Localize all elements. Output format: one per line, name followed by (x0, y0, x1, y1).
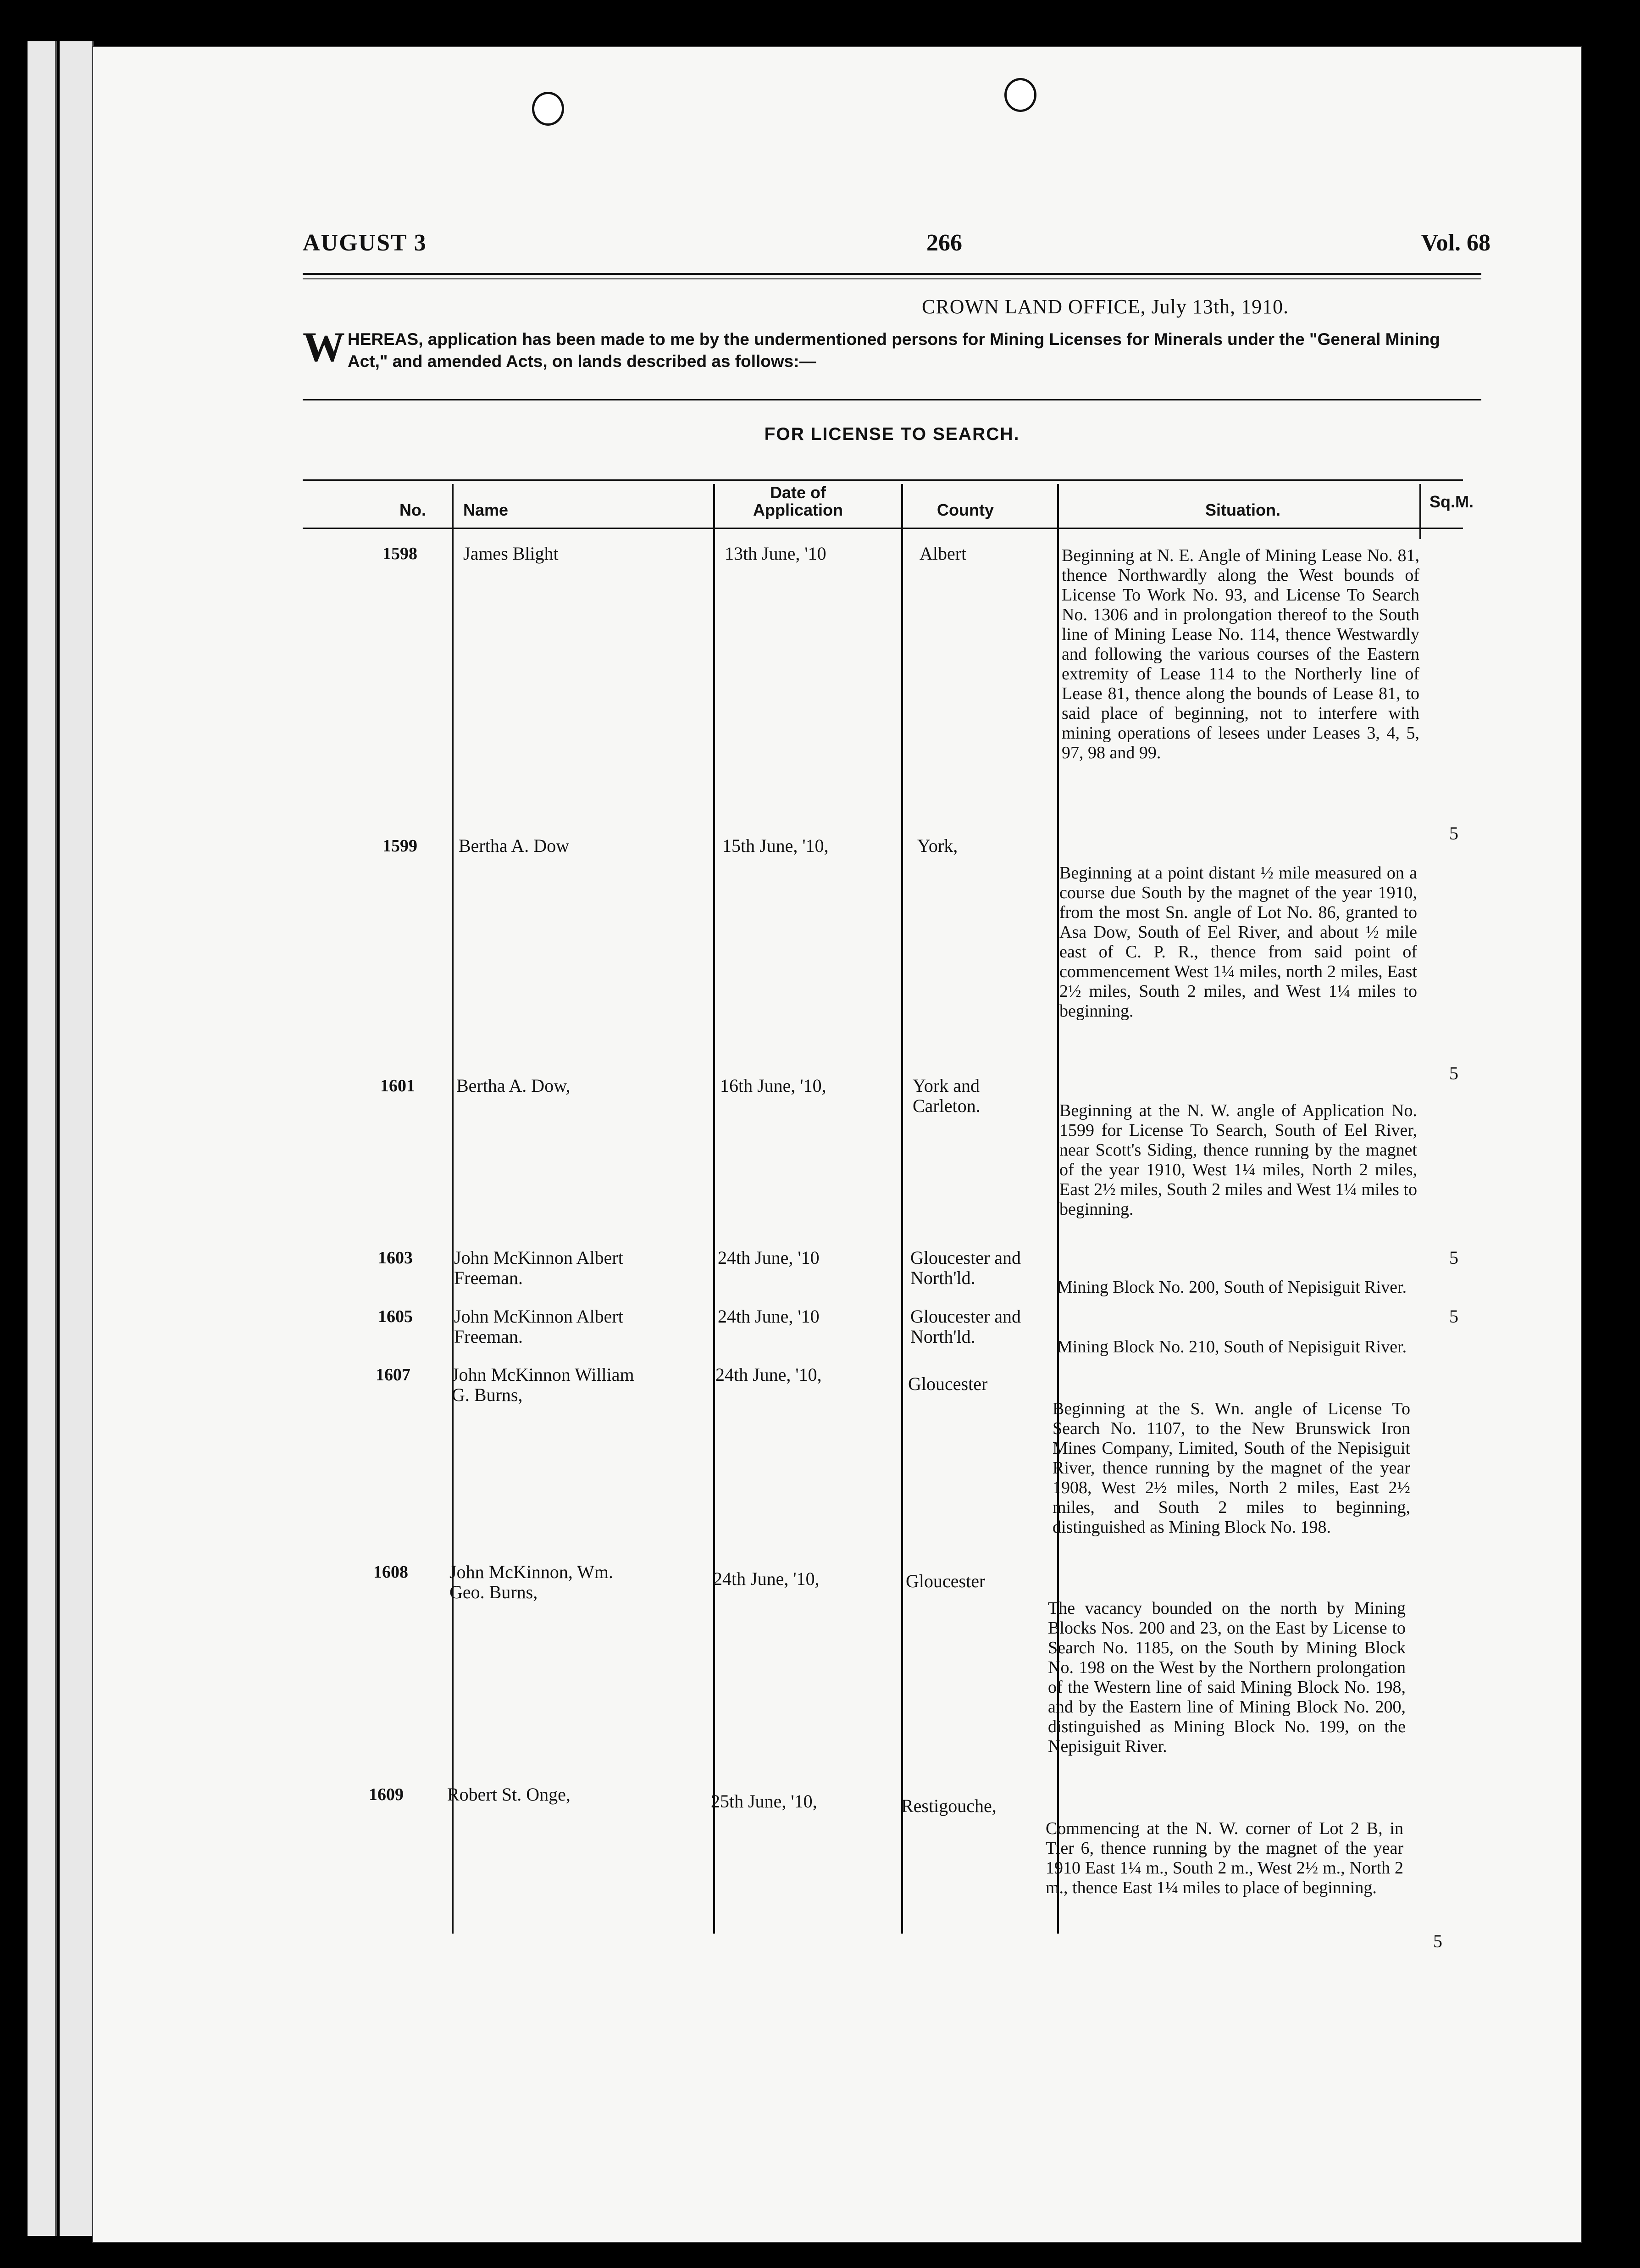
entry-number: 1607 (376, 1365, 410, 1384)
column-header-date: Date of Application (753, 483, 843, 519)
applicant-name: John McKinnon Albert Freeman. (454, 1306, 623, 1347)
application-date: 16th June, '10, (720, 1075, 826, 1096)
preamble-rule (303, 399, 1481, 400)
square-miles: 5 (1449, 1247, 1458, 1268)
application-date: 13th June, '10 (725, 543, 826, 564)
county: Restigouche, (901, 1796, 997, 1816)
punch-hole (1004, 78, 1036, 112)
applicant-name: John McKinnon William G. Burns, (452, 1364, 634, 1405)
situation-text: Mining Block No. 210, South of Nepisiguit River. (1057, 1337, 1407, 1356)
applicant-name: Bertha A. Dow (459, 835, 570, 856)
preamble (303, 323, 1481, 372)
column-header-county: County (937, 500, 994, 519)
column-header-sqm: Sq.M. (1429, 492, 1474, 511)
situation-text: The vacancy bounded on the north by Mining Blocks Nos. 200 and 23, on the East by License to Search No. 1185, on the South by Mining Block No. 198 on the West by the Northern prolongation of the Western line of said Mining Block No. 198, and by the Eastern line of Mining Block No. 200, distinguished as Mining Block No. 199, on the Nepisiguit River. (1048, 1599, 1406, 1756)
application-date: 24th June, '10, (715, 1364, 822, 1385)
situation-text: Beginning at the N. W. angle of Application No. 1599 for License To Search, South of Eel River, near Scott's Siding, thence running by the magnet of the year 1910, West 1¼ miles, North 2 miles, East 2½ miles, South 2 miles and West 1¼ miles to beginning. (1059, 1101, 1417, 1219)
square-miles: 5 (1449, 1306, 1458, 1327)
square-miles: 5 (1433, 1931, 1442, 1951)
situation-text: Beginning at a point distant ½ mile measured on a course due South by the magnet of the year 1910, from the most Sn. angle of Lot No. 86, granted to Asa Dow, South of Eel River, and about ½ mile east of C. P. R., thence from said point of commencement West 1¼ miles, north 2 miles, East 2½ miles, South 2 miles, and West 1¼ miles to beginning. (1059, 863, 1417, 1021)
square-miles: 5 (1449, 823, 1458, 844)
entry-number: 1598 (382, 544, 417, 563)
entry-number: 1608 (373, 1562, 408, 1582)
entry-number: 1609 (369, 1785, 404, 1804)
square-miles: 5 (1449, 1063, 1458, 1084)
county: York and Carleton. (913, 1075, 981, 1116)
column-header-no: No. (399, 500, 426, 519)
county: Albert (920, 543, 967, 564)
county: Gloucester (906, 1571, 986, 1591)
application-date: 24th June, '10 (718, 1247, 820, 1268)
punch-hole (532, 92, 564, 126)
column-header-name: Name (463, 500, 509, 519)
situation-text: Mining Block No. 200, South of Nepisiguit River. (1057, 1278, 1407, 1297)
table-header-rule (303, 528, 1463, 529)
applicant-name: Bertha A. Dow, (456, 1075, 571, 1096)
drop-cap: W (303, 323, 345, 370)
office-dateline: CROWN LAND OFFICE, July 13th, 1910. (922, 295, 1289, 318)
header-rule (303, 273, 1481, 275)
column-rule (901, 484, 903, 1934)
county: Gloucester (908, 1373, 988, 1394)
situation-text: Beginning at the S. Wn. angle of License To Search No. 1107, to the New Brunswick Iron Mines Company, Limited, South of the Nepisiguit River, thence running by the magnet of the year 1908, West 2½ miles, North 2 miles, East 2½ miles, and South 2 miles to beginning, distinguished as Mining Block No. 198. (1053, 1399, 1410, 1537)
applicant-name: Robert St. Onge, (447, 1784, 571, 1805)
application-date: 24th June, '10, (713, 1568, 820, 1589)
applicant-name: John McKinnon, Wm. Geo. Burns, (449, 1562, 614, 1602)
table-top-rule (303, 479, 1463, 481)
application-date: 15th June, '10, (722, 835, 829, 856)
volume-label: Vol. 68 (1421, 230, 1490, 256)
page-edge-strip (28, 41, 57, 2236)
column-rule (713, 484, 715, 1934)
county: Gloucester and North'ld. (910, 1247, 1021, 1288)
situation-text: Beginning at N. E. Angle of Mining Lease No. 81, thence Northwardly along the West bounds of License To Work No. 93, and License To Search No. 1306 and in prolongation thereof to the South line of Mining Lease No. 114, thence Westwardly and following the various courses of the Eastern extremity of Lease 114 to the Northerly line of Lease 81, thence along the bounds of Lease 81, to said place of beginning, not to interfere with mining operations of lesees under Leases 3, 4, 5, 97, 98 and 99. (1062, 546, 1419, 762)
applicant-name: James Blight (463, 543, 559, 564)
entry-number: 1603 (378, 1248, 413, 1267)
county: York, (917, 835, 958, 856)
page-number: 266 (926, 230, 962, 256)
column-rule (1419, 484, 1421, 539)
issue-date: AUGUST 3 (303, 230, 427, 256)
entry-number: 1601 (380, 1076, 415, 1095)
header-rule (303, 278, 1481, 279)
column-header-situation: Situation. (1205, 500, 1280, 519)
page-edge-strip (60, 41, 94, 2236)
county: Gloucester and North'ld. (910, 1306, 1021, 1347)
applicant-name: John McKinnon Albert Freeman. (454, 1247, 623, 1288)
application-date: 25th June, '10, (711, 1791, 817, 1812)
application-date: 24th June, '10 (718, 1306, 820, 1327)
situation-text: Commencing at the N. W. corner of Lot 2 B, in Tier 6, thence running by the magnet of the year 1910 East 1¼ m., South 2 m., West 2½ m., North 2 m., thence East 1¼ miles to place of beginning. (1046, 1819, 1403, 1897)
column-rule (452, 484, 454, 1934)
preamble-text: HEREAS, application has been made to me by the undermentioned persons for Mining Licenses for Minerals under the "General Mining Act," and amended Acts, on lands described as follows:— (348, 330, 1440, 371)
entry-number: 1599 (382, 836, 417, 856)
section-title: FOR LICENSE TO SEARCH. (764, 424, 1020, 444)
entry-number: 1605 (378, 1307, 413, 1326)
